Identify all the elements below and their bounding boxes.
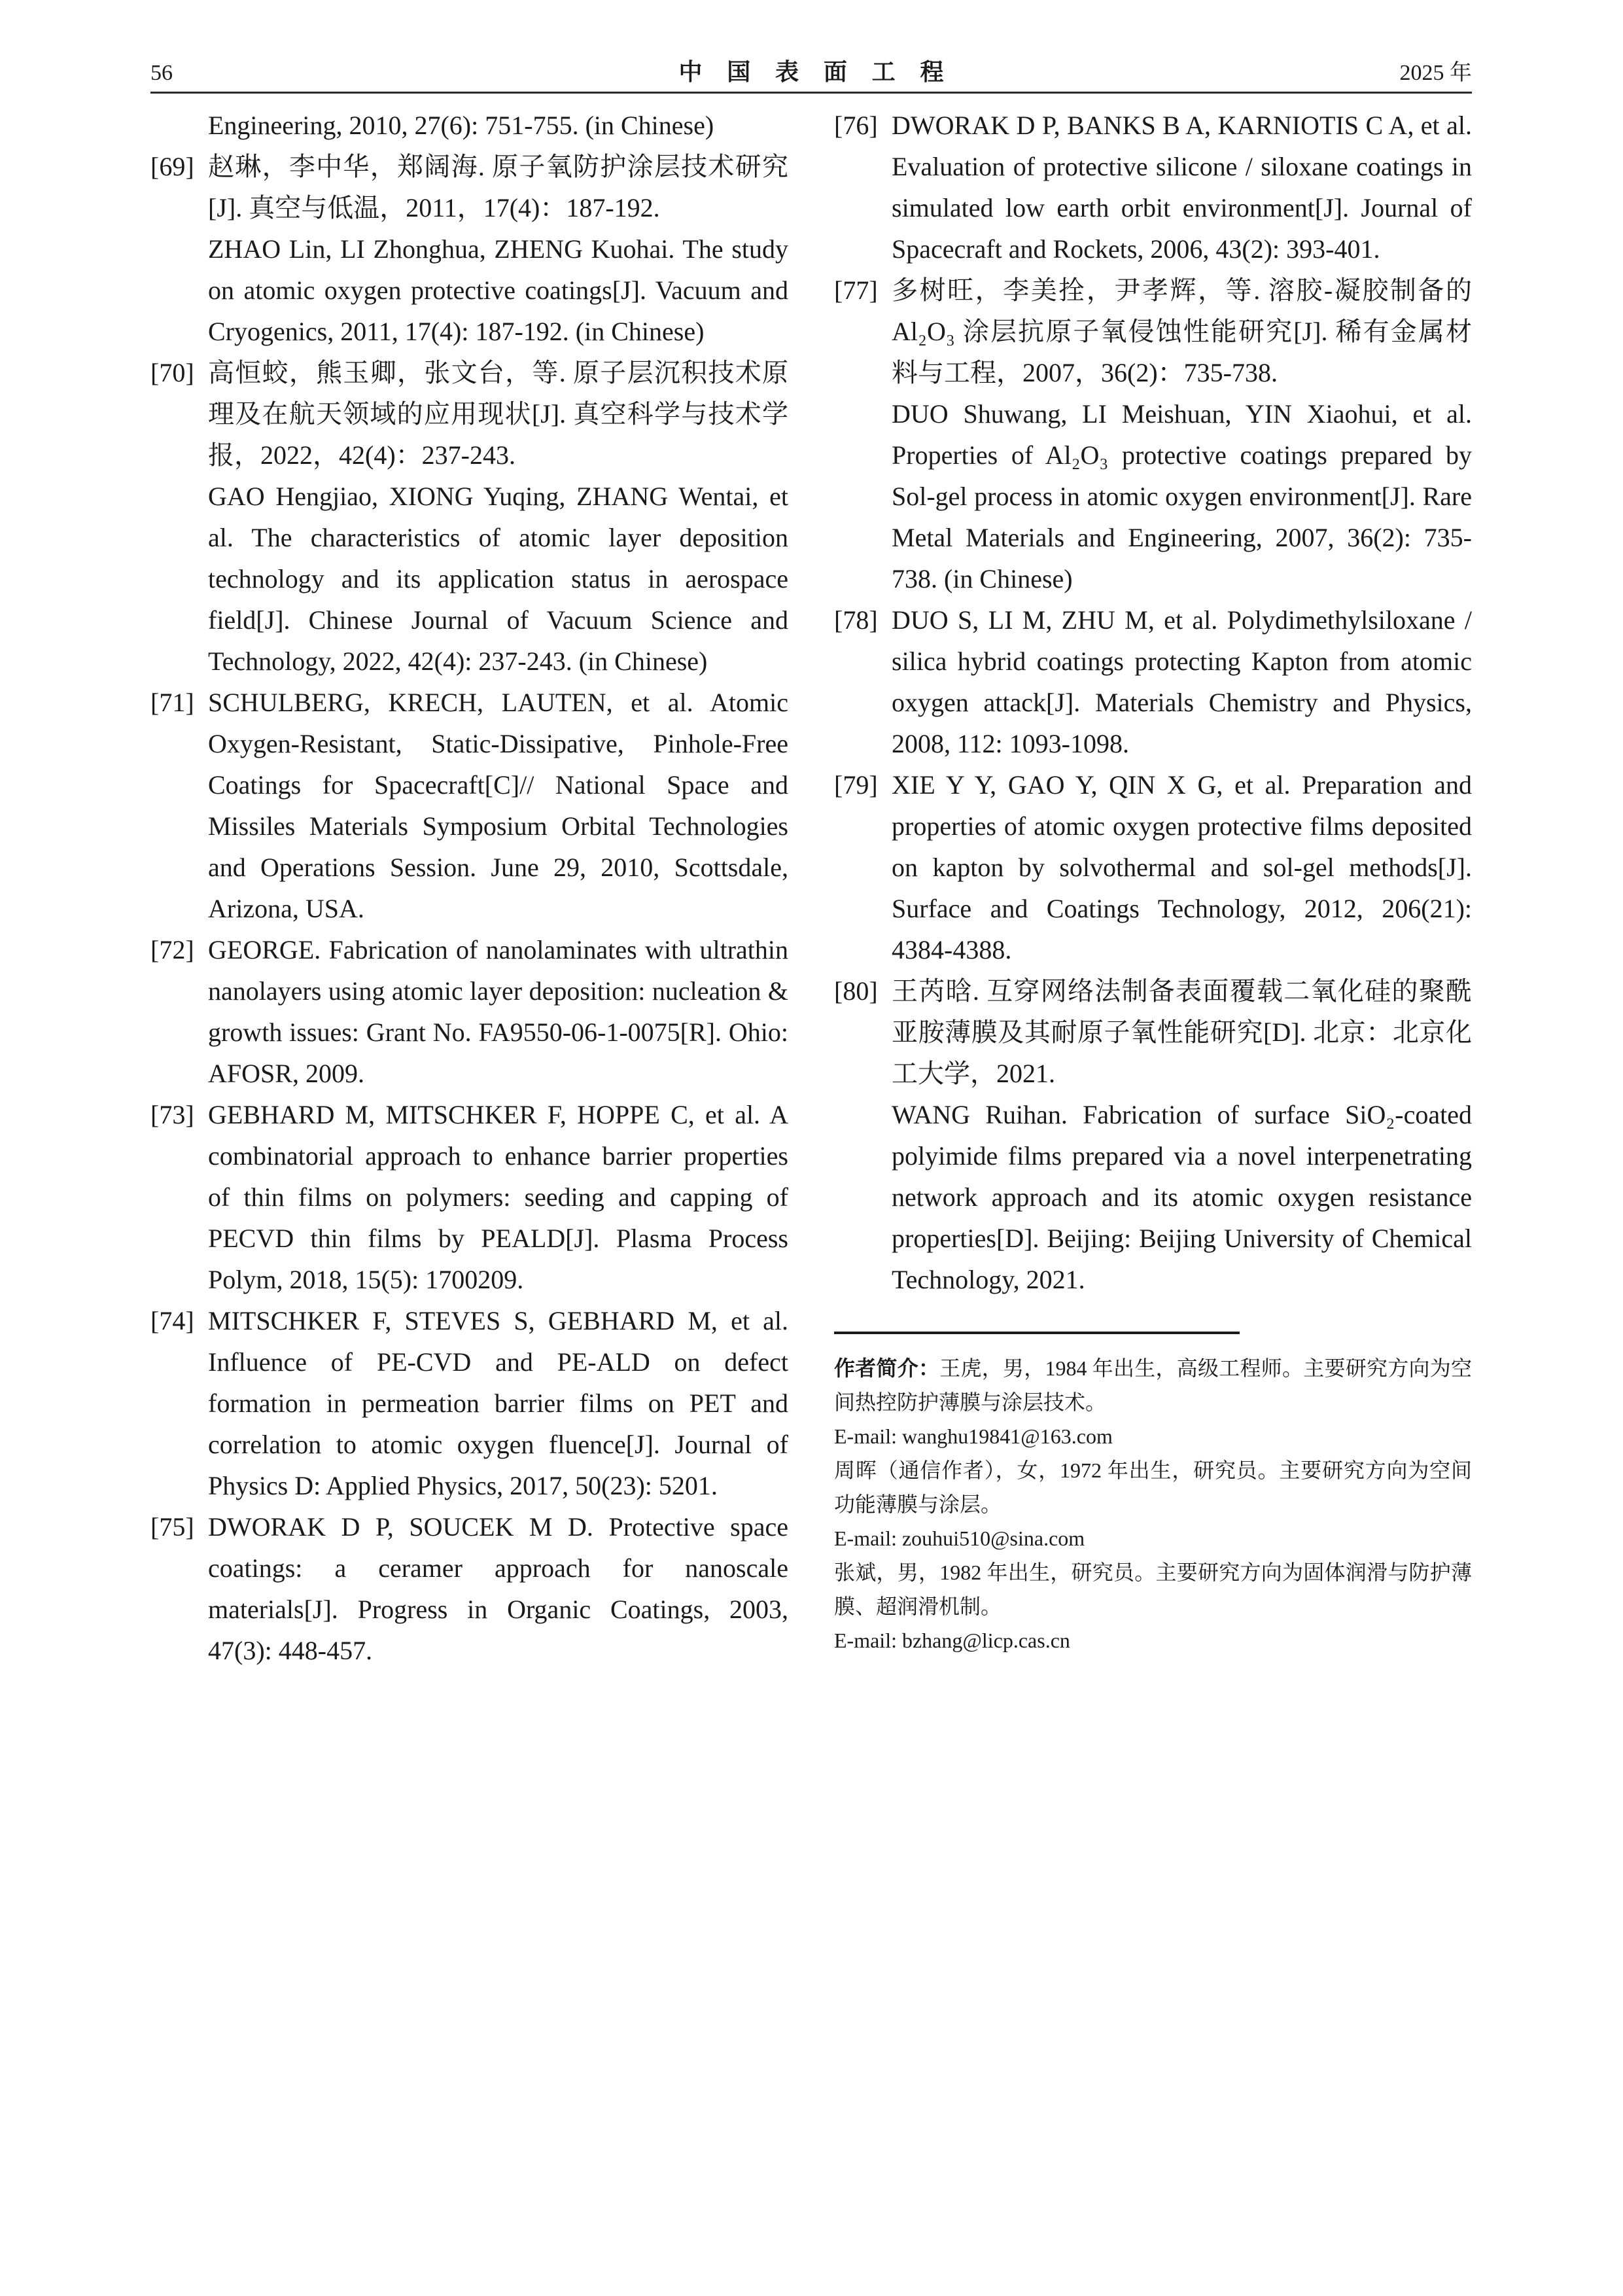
reference-body bbox=[892, 105, 1472, 270]
reference-body bbox=[208, 929, 788, 1094]
reference-text: DUO S, LI M, ZHU M, et al. Polydimethylsiloxane / silica hybrid coatings protecting Kapton from atomic oxygen attack[J]. Materials Chemistry and Physics, 2008, 112: 1093-1098. bbox=[892, 605, 1472, 758]
author-bio-line: E-mail: wanghu19841@163.com bbox=[834, 1424, 1113, 1448]
reference-text: 赵琳，李中华，郑阔海. 原子氧防护涂层技术研究[J]. 真空与低温，2011，17(4)：187-192. bbox=[208, 152, 788, 222]
reference-item bbox=[834, 764, 1472, 970]
header-year: 2025 年 bbox=[1399, 61, 1472, 85]
references-column-right bbox=[834, 105, 1472, 1671]
reference-item bbox=[150, 682, 788, 929]
reference-label: [75] bbox=[150, 1512, 194, 1542]
reference-text: 多树旺，李美拴，尹孝辉，等. 溶胶-凝胶制备的 Al₂O₃ 涂层抗原子氧侵蚀性能研究[J]. 稀有金属材料与工程，2007，36(2)：735-738. bbox=[892, 275, 1472, 387]
references-column-left bbox=[150, 105, 788, 1671]
reference-body bbox=[208, 1506, 788, 1671]
author-bio-list bbox=[834, 1351, 1472, 1657]
reference-text: GAO Hengjiao, XIONG Yuqing, ZHANG Wentai, et al. The characteristics of atomic layer deposition technology and its application status in aerospace field[J]. Chinese Journal of Vacuum Science and Technology, 2022, 42(4): 237-243. (in Chinese) bbox=[208, 482, 788, 676]
reference-text: Engineering, 2010, 27(6): 751-755. (in Chinese) bbox=[208, 111, 714, 140]
journal-title: 中国表面工程 bbox=[678, 59, 969, 85]
page-header bbox=[150, 54, 1472, 87]
reference-body bbox=[208, 682, 788, 929]
reference-text: 王芮晗. 互穿网络法制备表面覆载二氧化硅的聚酰亚胺薄膜及其耐原子氧性能研究[D]. 北京：北京化工大学，2021. bbox=[892, 976, 1472, 1088]
reference-text: DWORAK D P, SOUCEK M D. Protective space coatings: a ceramer approach for nanoscale materials[J]. Progress in Organic Coatings, 2003, 47(3): 448-457. bbox=[208, 1512, 788, 1665]
reference-label: [73] bbox=[150, 1100, 194, 1129]
reference-body bbox=[208, 105, 788, 146]
reference-text: GEBHARD M, MITSCHKER F, HOPPE C, et al. A combinatorial approach to enhance barrier properties of thin films on polymers: seeding and capping of PECVD thin films by PEALD[J]. Plasma Process Polym, 2018, 15(5): 1700209. bbox=[208, 1100, 788, 1294]
reference-body bbox=[208, 352, 788, 682]
reference-text: ZHAO Lin, LI Zhonghua, ZHENG Kuohai. The study on atomic oxygen protective coatings[J]. Vacuum and Cryogenics, 2011, 17(4): 187-192. (in Chinese) bbox=[208, 234, 788, 346]
author-bio-line: 周晖（通信作者），女，1972 年出生，研究员。主要研究方向为空间功能薄膜与涂层。 bbox=[834, 1458, 1472, 1516]
reference-body bbox=[208, 1094, 788, 1300]
reference-item bbox=[834, 599, 1472, 764]
reference-item bbox=[834, 970, 1472, 1300]
reference-label: [69] bbox=[150, 152, 194, 181]
author-bio-section bbox=[834, 1332, 1472, 1657]
author-bio-line: 作者简介：王虎，男，1984 年出生，高级工程师。主要研究方向为空间热控防护薄膜与涂层技术。 bbox=[834, 1356, 1472, 1414]
reference-item bbox=[150, 105, 788, 146]
reference-item bbox=[150, 1506, 788, 1671]
reference-text: WANG Ruihan. Fabrication of surface SiO₂-coated polyimide films prepared via a novel interpenetrating network approach and its atomic oxygen resistance properties[D]. Beijing: Beijing University of Chemical Technology, 2021. bbox=[892, 1100, 1472, 1294]
author-bio-line: E-mail: zouhui510@sina.com bbox=[834, 1527, 1085, 1550]
reference-label: [70] bbox=[150, 358, 194, 387]
reference-label: [79] bbox=[834, 770, 878, 800]
reference-item bbox=[150, 1094, 788, 1300]
reference-item bbox=[150, 352, 788, 682]
reference-label: [76] bbox=[834, 111, 878, 140]
reference-item bbox=[150, 929, 788, 1094]
reference-text: XIE Y Y, GAO Y, QIN X G, et al. Preparation and properties of atomic oxygen protective films deposited on kapton by solvothermal and sol-gel methods[J]. Surface and Coatings Technology, 2012, 206(21): 4384-4388. bbox=[892, 770, 1472, 964]
reference-body bbox=[892, 764, 1472, 970]
author-bio-rule bbox=[834, 1332, 1240, 1334]
reference-text: GEORGE. Fabrication of nanolaminates with ultrathin nanolayers using atomic layer deposition: nucleation & growth issues: Grant No. FA9550-06-1-0075[R]. Ohio: AFOSR, 2009. bbox=[208, 935, 788, 1088]
header-rule bbox=[150, 92, 1472, 94]
author-bio-line: 张斌，男，1982 年出生，研究员。主要研究方向为固体润滑与防护薄膜、超润滑机制。 bbox=[834, 1561, 1472, 1618]
reference-body bbox=[892, 970, 1472, 1300]
author-bio-line: E-mail: bzhang@licp.cas.cn bbox=[834, 1629, 1070, 1652]
reference-body bbox=[208, 1300, 788, 1506]
reference-text: 高恒蛟，熊玉卿，张文台，等. 原子层沉积技术原理及在航天领域的应用现状[J]. 真空科学与技术学报，2022，42(4)：237-243. bbox=[208, 358, 788, 470]
reference-label: [77] bbox=[834, 275, 878, 305]
reference-item bbox=[150, 1300, 788, 1506]
reference-label: [78] bbox=[834, 605, 878, 635]
reference-label: [74] bbox=[150, 1306, 194, 1335]
reference-body bbox=[208, 146, 788, 352]
reference-text: MITSCHKER F, STEVES S, GEBHARD M, et al. Influence of PE-CVD and PE-ALD on defect formation in permeation barrier films on PET and correlation to atomic oxygen fluence[J]. Journal of Physics D: Applied Physics, 2017, 50(23): 5201. bbox=[208, 1306, 788, 1500]
reference-item bbox=[150, 146, 788, 352]
reference-item bbox=[834, 270, 1472, 599]
reference-item bbox=[834, 105, 1472, 270]
reference-label: [71] bbox=[150, 688, 194, 717]
reference-text: DWORAK D P, BANKS B A, KARNIOTIS C A, et al. Evaluation of protective silicone / siloxane coatings in simulated low earth orbit environment[J]. Journal of Spacecraft and Rockets, 2006, 43(2): 393-401. bbox=[892, 111, 1472, 264]
reference-label: [72] bbox=[150, 935, 194, 964]
reference-body bbox=[892, 270, 1472, 599]
reference-text: SCHULBERG, KRECH, LAUTEN, et al. Atomic Oxygen-Resistant, Static-Dissipative, Pinhole-Free Coatings for Spacecraft[C]// National Space and Missiles Materials Symposium Orbital Technologies and Operations Session. June 29, 2010, Scottsdale, Arizona, USA. bbox=[208, 688, 788, 923]
page-number: 56 bbox=[150, 61, 173, 85]
reference-text: DUO Shuwang, LI Meishuan, YIN Xiaohui, et al. Properties of Al₂O₃ protective coatings prepared by Sol-gel process in atomic oxygen environment[J]. Rare Metal Materials and Engineering, 2007, 36(2): 735-738. (in Chinese) bbox=[892, 399, 1472, 593]
reference-label: [80] bbox=[834, 976, 878, 1006]
reference-body bbox=[892, 599, 1472, 764]
references-section bbox=[150, 105, 1472, 1671]
author-bio-prefix: 作者简介： bbox=[834, 1356, 940, 1380]
